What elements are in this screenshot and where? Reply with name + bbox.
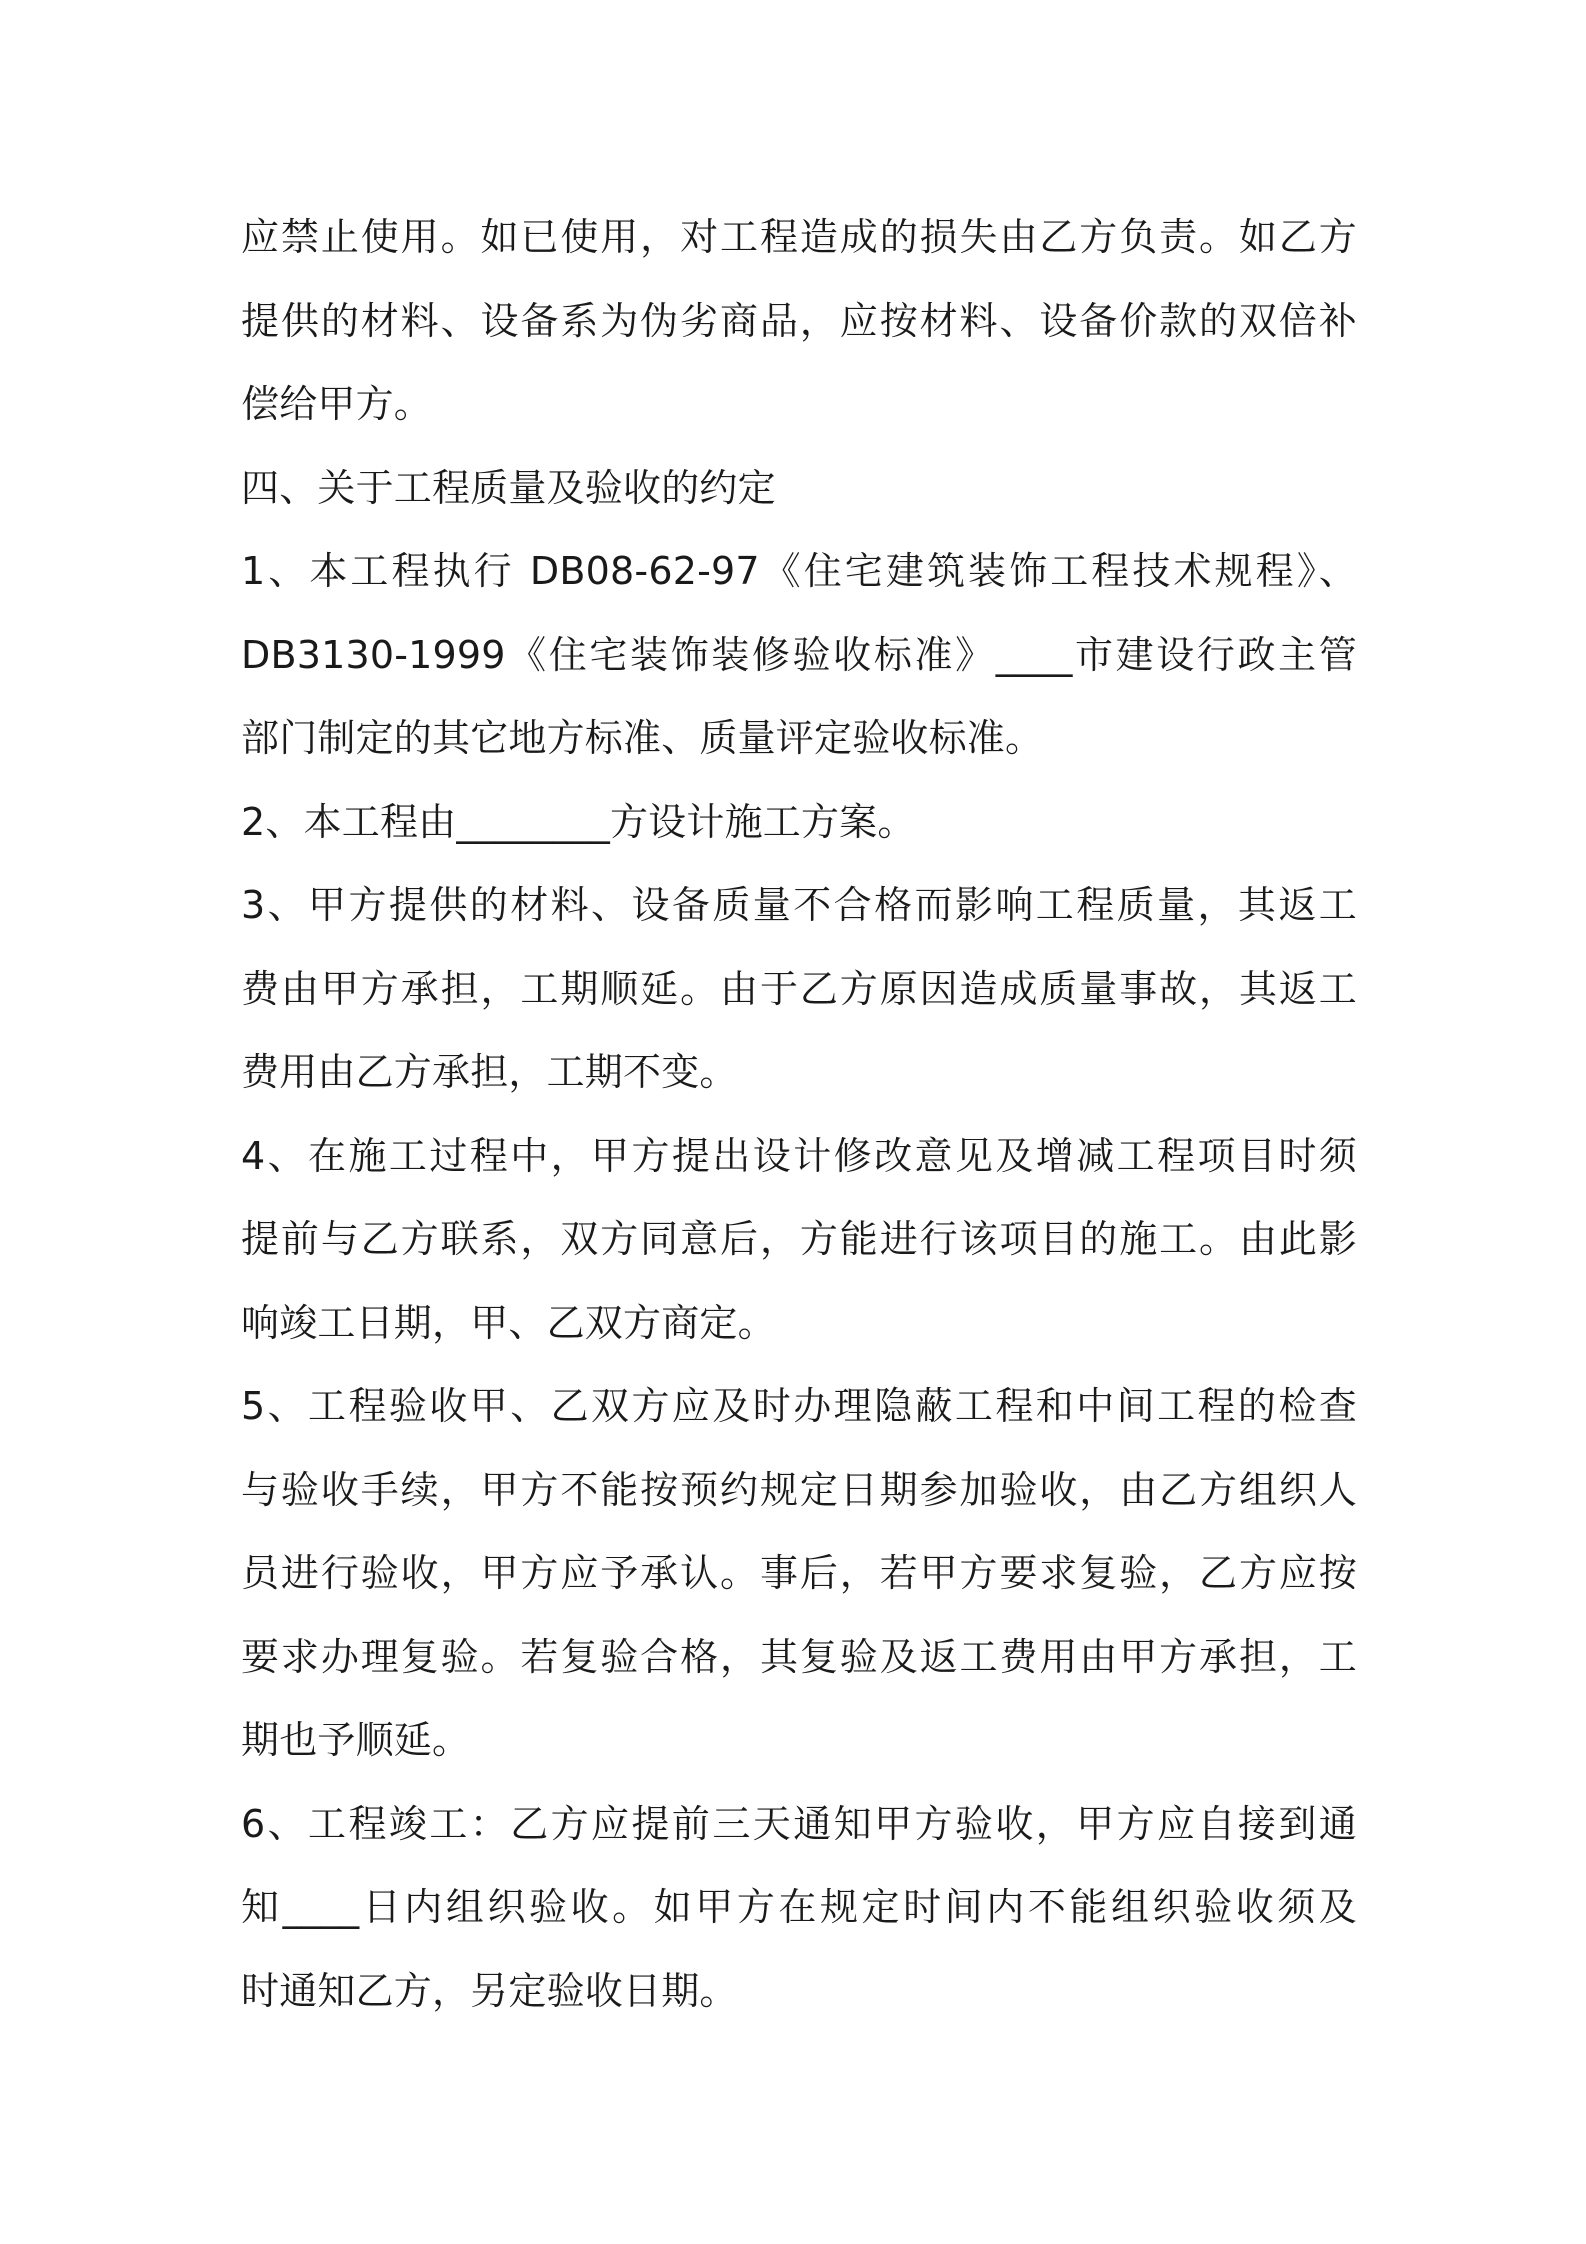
document-page	[241, 196, 1357, 2033]
text-line: 3、甲方提供的材料、设备质量不合格而影响工程质量，其返工	[241, 883, 1357, 927]
text-line: 期也予顺延。	[241, 1718, 471, 1762]
section-heading: 四、关于工程质量及验收的约定	[241, 465, 776, 510]
text-line: 4、在施工过程中，甲方提出设计修改意见及增减工程项目时须	[241, 1133, 1357, 1178]
text-line: 要求办理复验。若复验合格，其复验及返工费用由甲方承担，工	[241, 1634, 1357, 1679]
text-line: 偿给甲方。	[241, 382, 433, 426]
text-line: 员进行验收，甲方应予承认。事后，若甲方要求复验，乙方应按	[241, 1551, 1357, 1595]
text-line: 响竣工日期，甲、乙双方商定。	[241, 1300, 776, 1345]
text-line: 费由甲方承担，工期顺延。由于乙方原因造成质量事故，其返工	[241, 966, 1357, 1011]
text-line: DB3130-1999《住宅装饰装修验收标准》____市建设行政主管	[241, 632, 1357, 677]
text-line: 5、工程验收甲、乙双方应及时办理隐蔽工程和中间工程的检查	[241, 1384, 1357, 1428]
text-line: 费用由乙方承担，工期不变。	[241, 1050, 738, 1094]
text-line: 应禁止使用。如已使用，对工程造成的损失由乙方负责。如乙方	[241, 215, 1357, 259]
text-line: 1、本工程执行 DB08-62-97《住宅建筑装饰工程技术规程》、	[241, 549, 1357, 593]
text-line: 6、工程竣工：乙方应提前三天通知甲方验收，甲方应自接到通	[241, 1801, 1357, 1846]
text-line: 提前与乙方联系，双方同意后，方能进行该项目的施工。由此影	[241, 1217, 1357, 1261]
text-line: 提供的材料、设备系为伪劣商品，应按材料、设备价款的双倍补	[241, 298, 1357, 343]
text-line: 2、本工程由________方设计施工方案。	[241, 799, 916, 844]
text-line: 时通知乙方，另定验收日期。	[241, 1968, 738, 2013]
text-line: 部门制定的其它地方标准、质量评定验收标准。	[241, 716, 1044, 760]
text-line: 与验收手续，甲方不能按预约规定日期参加验收，由乙方组织人	[241, 1467, 1357, 1512]
text-line: 知____日内组织验收。如甲方在规定时间内不能组织验收须及	[241, 1885, 1357, 1929]
